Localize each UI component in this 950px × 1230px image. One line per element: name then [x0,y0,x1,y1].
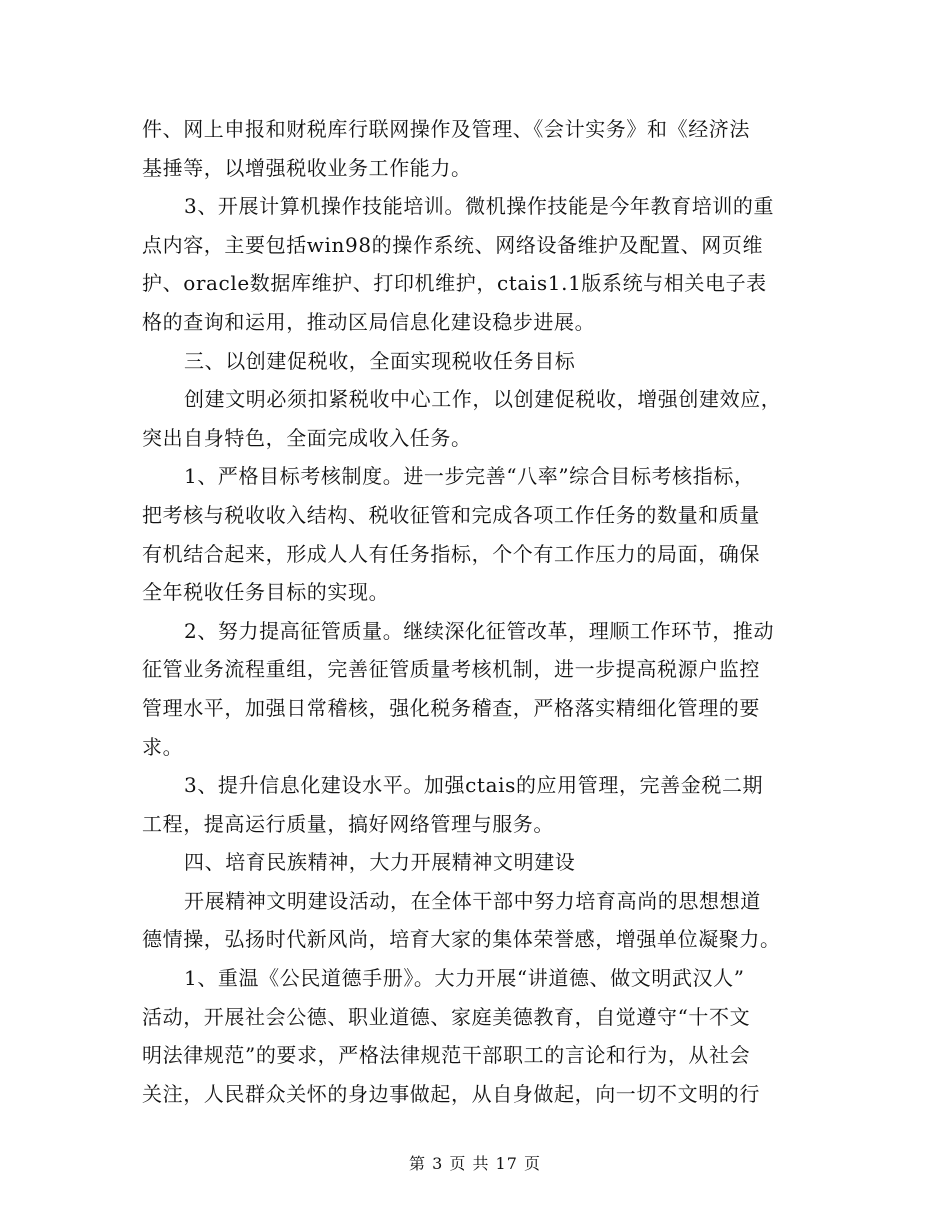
text-line: 格的查询和运用，推动区局信息化建设稳步进展。 [142,309,596,334]
text-line: 基捶等，以增强税收业务工作能力。 [142,155,472,180]
text-line: 1、严格目标考核制度。进一步完善“八率”综合目标考核指标， [184,464,755,489]
text-line: 管理水平，加强日常稽核，强化税务稽查，严格落实精细化管理的要 [142,695,760,720]
text-line: 工程，提高运行质量，搞好网络管理与服务。 [142,811,554,836]
text-line: 三、以创建促税收，全面实现税收任务目标 [184,348,576,373]
text-line: 2、努力提高征管质量。继续深化征管改革，理顺工作环节，推动 [184,618,775,643]
text-line: 突出自身特色，全面完成收入任务。 [142,425,472,450]
text-line: 征管业务流程重组，完善征管质量考核机制，进一步提高税源户监控 [142,657,760,682]
text-line: 3、提升信息化建设水平。加强ctais的应用管理，完善金税二期 [184,773,764,798]
document-body [142,110,808,1113]
text-line: 全年税收任务目标的实现。 [142,580,390,605]
text-line: 求。 [142,734,184,759]
text-line: 创建文明必须扣紧税收中心工作，以创建促税收，增强创建效应， [184,387,782,412]
text-line: 明法律规范”的要求，严格法律规范干部职工的言论和行为，从社会 [142,1043,751,1068]
text-line: 关注，人民群众关怀的身边事做起，从自身做起，向一切不文明的行 [142,1081,760,1106]
text-line: 四、培育民族精神，大力开展精神文明建设 [184,850,576,875]
text-line: 点内容，主要包括win98的操作系统、网络设备维护及配置、网页维 [142,232,764,257]
text-line: 把考核与税收收入结构、税收征管和完成各项工作任务的数量和质量 [142,502,760,527]
text-line: 3、开展计算机操作技能培训。微机操作技能是今年教育培训的重 [184,194,775,219]
text-line: 件、网上申报和财税库行联网操作及管理、《会计实务》和《经济法 [142,117,750,141]
text-line: 开展精神文明建设活动，在全体干部中努力培育高尚的思想想道 [184,888,761,913]
text-line: 活动，开展社会公德、职业道德、家庭美德教育，自觉遵守“十不文 [142,1004,751,1029]
text-line: 有机结合起来，形成人人有任务指标，个个有工作压力的局面，确保 [142,541,760,566]
text-line: 1、重温《公民道德手册》。大力开展“讲道德、做文明武汉人” [184,966,745,991]
text-line: 护、oracle数据库维护、打印机维护，ctais1.1版系统与相关电子表 [142,271,767,296]
page-number-footer: 第 3 页 共 17 页 [409,1154,541,1173]
text-line: 德情操，弘扬时代新风尚，培育大家的集体荣誉感，增强单位凝聚力。 [142,927,781,952]
